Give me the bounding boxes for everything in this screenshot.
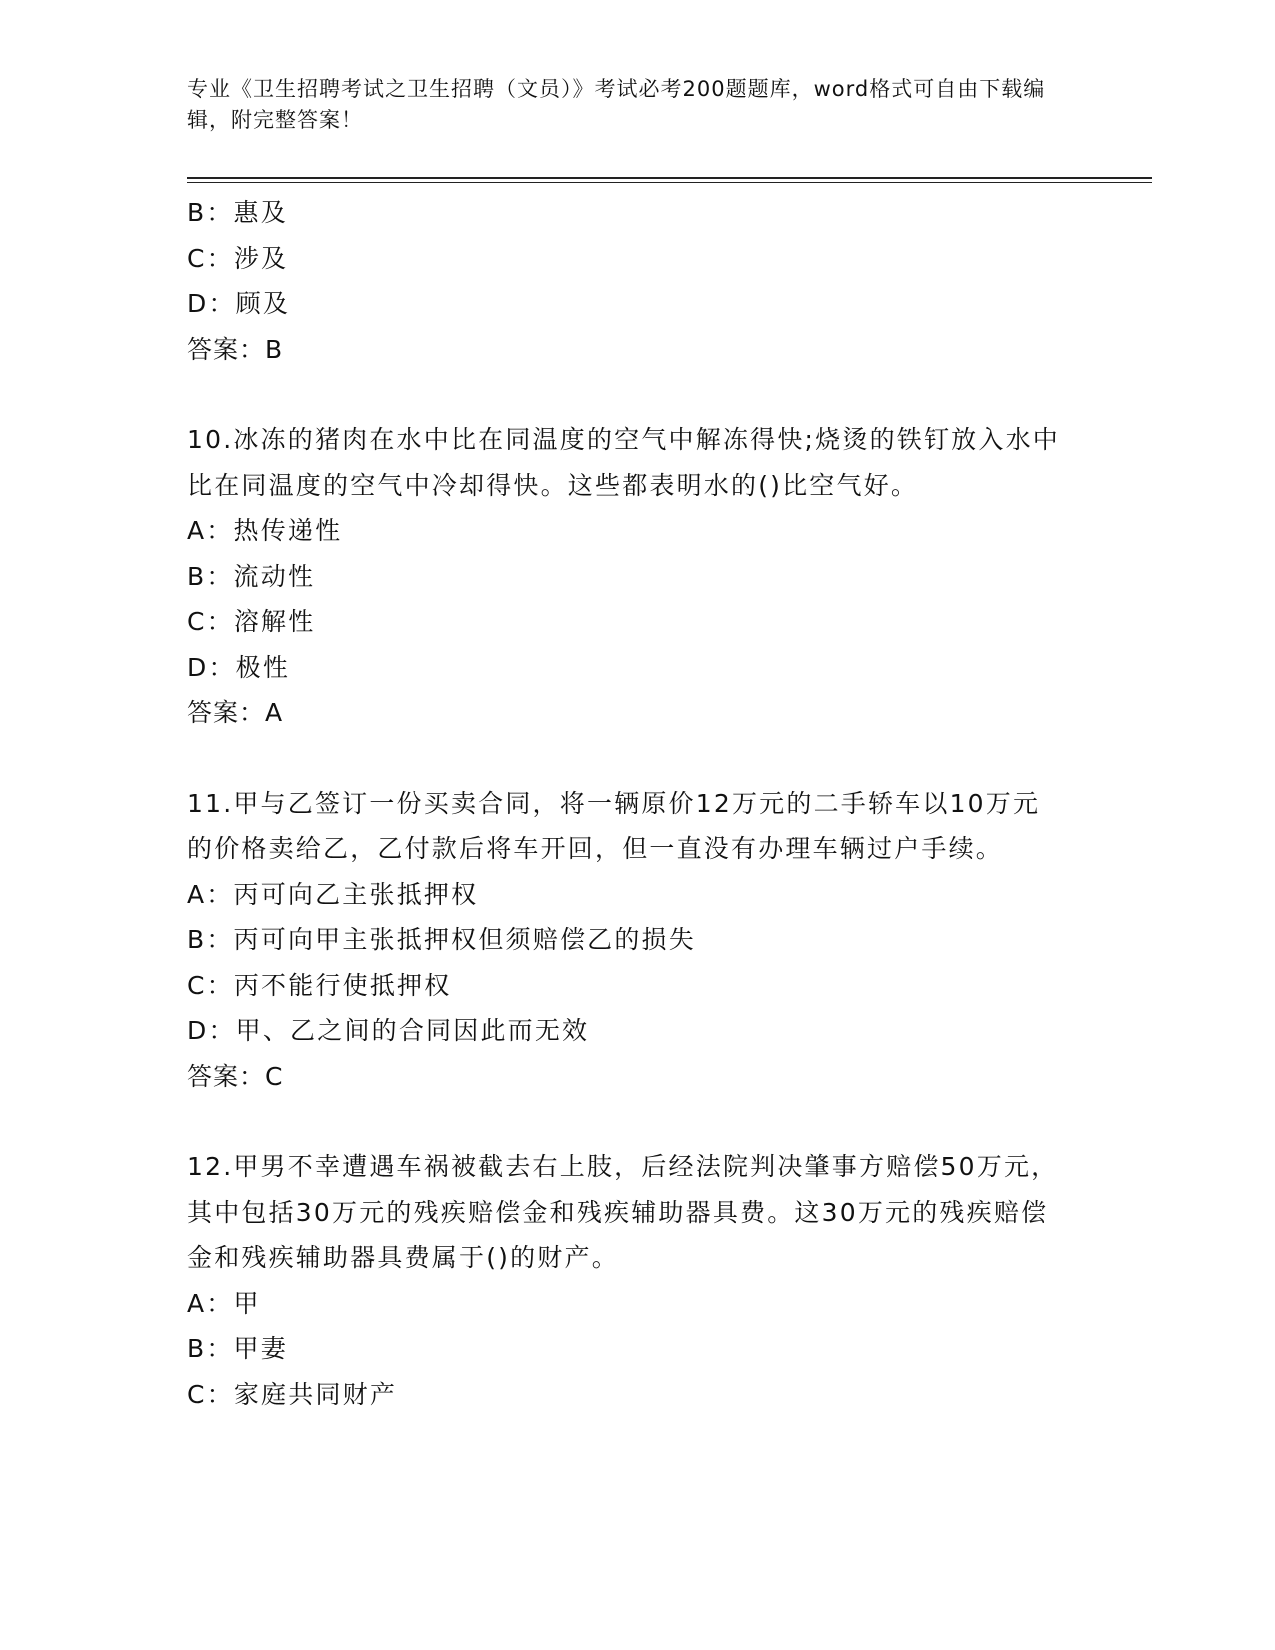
q11-option-d: D：甲、乙之间的合同因此而无效 (187, 1016, 590, 1045)
q9-answer: 答案：B (187, 334, 284, 364)
q11-option-b: B：丙可向甲主张抵押权但须赔偿乙的损失 (187, 925, 696, 954)
page-header: 专业《卫生招聘考试之卫生招聘（文员）》考试必考200题题库，word格式可自由下载编辑，附完整答案！ (187, 77, 1046, 132)
q10-option-c: C：溶解性 (187, 607, 316, 636)
question-content (187, 190, 1087, 1417)
q9-option-c: C：涉及 (187, 243, 289, 273)
q10-answer: 答案：A (187, 698, 284, 727)
q9-option-d: D：顾及 (187, 289, 291, 318)
q9-option-b: B：惠及 (187, 198, 288, 227)
q10-option-d: D：极性 (187, 652, 291, 682)
q12-stem: 12.甲男不幸遭遇车祸被截去右上肢，后经法院判决肇事方赔偿50万元，其中包括30万元的残疾赔偿金和残疾辅助器具费。这30万元的残疾赔偿金和残疾辅助器具费属于()的财产。 (187, 1152, 1059, 1272)
q10-stem: 10.冰冻的猪肉在水中比在同温度的空气中解冻得快;烧烫的铁钉放入水中比在同温度的空气中冷却得快。这些都表明水的()比空气好。 (187, 425, 1060, 500)
header-rule-thick (187, 177, 1152, 179)
q12-option-a: A：甲 (187, 1288, 261, 1318)
q11-answer: 答案：C (187, 1061, 284, 1091)
q12-option-b: B：甲妻 (187, 1334, 288, 1363)
q10-option-a: A：热传递性 (187, 516, 343, 545)
header-rule-thin (187, 182, 1152, 183)
q12-option-c: C：家庭共同财产 (187, 1379, 398, 1409)
q10-option-b: B：流动性 (187, 561, 316, 591)
q11-stem: 11.甲与乙签订一份买卖合同，将一辆原价12万元的二手轿车以10万元的价格卖给乙，乙付款后将车开回，但一直没有办理车辆过户手续。 (187, 788, 1041, 863)
q11-option-a: A：丙可向乙主张抵押权 (187, 879, 479, 909)
q11-option-c: C：丙不能行使抵押权 (187, 970, 452, 1000)
